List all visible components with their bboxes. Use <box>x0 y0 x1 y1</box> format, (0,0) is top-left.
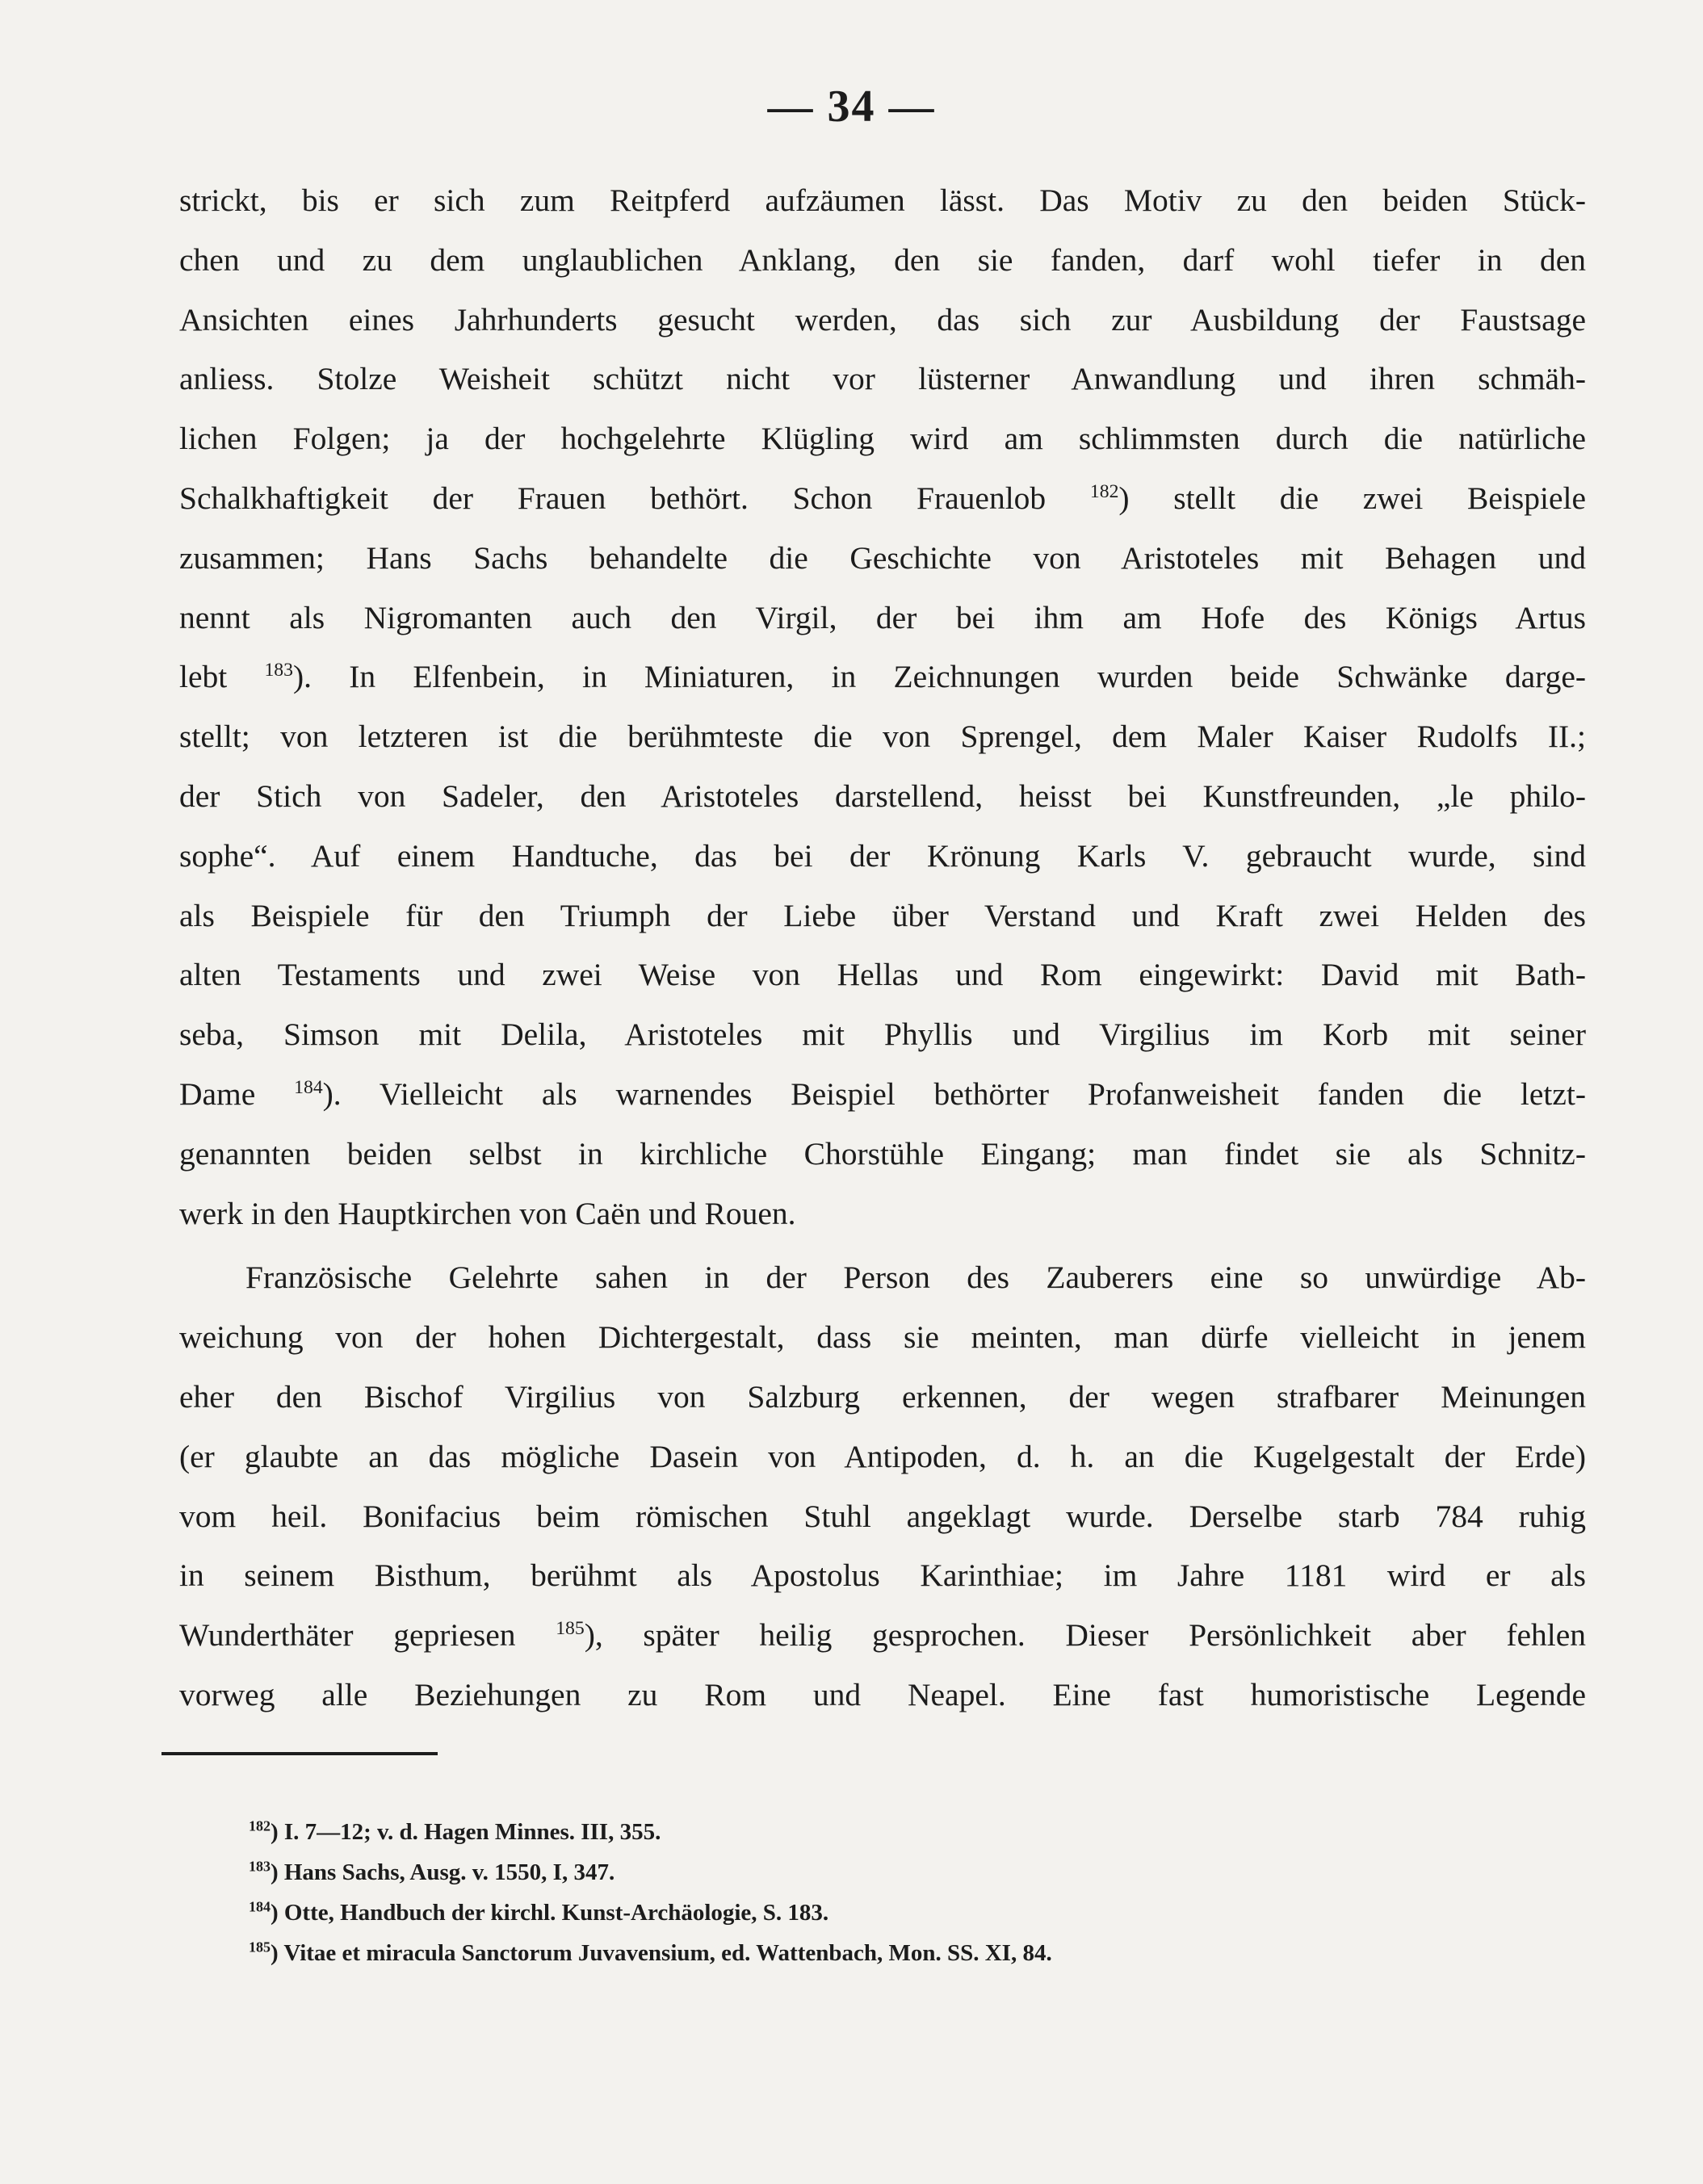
text-segment: ). Vielleicht als warnendes Beispiel bethörter Profanweisheit fanden die letzt- <box>322 1075 1587 1112</box>
text-line: als Beispiele für den Triumph der Liebe über Verstand und Kraft zwei Helden des <box>179 897 1586 933</box>
body-text <box>179 171 1586 1725</box>
footnote-reference: 182 <box>1089 480 1119 502</box>
footnote <box>249 1812 1460 1852</box>
text-line: alten Testaments und zwei Weise von Hellas und Rom eingewirkt: David mit Bath- <box>179 957 1586 993</box>
text-segment: lebt <box>179 659 228 695</box>
footnote-number: 182 <box>249 1817 271 1834</box>
text-line: der Stich von Sadeler, den Aristoteles darstellend, heisst bei Kunstfreunden, „le philo- <box>179 778 1586 814</box>
text-line: (er glaubte an das mögliche Dasein von Antipoden, d. h. an die Kugelgestalt der Erde) <box>179 1438 1586 1474</box>
text-segment: ), später heilig gesprochen. Dieser Persönlichkeit aber fehlen <box>584 1617 1587 1654</box>
footnote-text: ) Otte, Handbuch der kirchl. Kunst-Archäologie, S. 183. <box>270 1900 829 1926</box>
footnote-reference: 183 <box>264 660 293 681</box>
text-line: chen und zu dem unglaublichen Anklang, den sie fanden, darf wohl tiefer in den <box>179 241 1586 278</box>
text-line: vorweg alle Beziehungen zu Rom und Neapel. Eine fast humoristische Legende <box>179 1676 1586 1712</box>
footnote-reference: 185 <box>556 1617 585 1639</box>
text-line: Französische Gelehrte sahen in der Person des Zauberers eine so unwürdige Ab- <box>245 1260 1586 1296</box>
footnotes <box>249 1812 1460 1973</box>
text-segment: Wunderthäter gepriesen <box>179 1617 516 1654</box>
text-line: weichung von der hohen Dichtergestalt, dass sie meinten, man dürfe vielleicht in jenem <box>179 1319 1586 1356</box>
footnote-number: 185 <box>249 1939 271 1956</box>
page-number: — 34 — <box>767 82 936 132</box>
footnote-text: ) Vitae et miracula Sanctorum Juvavensium, ed. Wattenbach, Mon. SS. XI, 84. <box>270 1940 1052 1966</box>
text-line: anliess. Stolze Weisheit schützt nicht vor lüsterner Anwandlung und ihren schmäh- <box>179 361 1586 397</box>
text-line: seba, Simson mit Delila, Aristoteles mit Phyllis und Virgilius im Korb mit seiner <box>179 1017 1586 1053</box>
text-segment: Schalkhaftigkeit der Frauen bethört. Schon Frauenlob <box>179 480 1047 516</box>
text-line: in seinem Bisthum, berühmt als Apostolus Karinthiae; im Jahre 1181 wird er als <box>179 1557 1586 1594</box>
text-line: eher den Bischof Virgilius von Salzburg erkennen, der wegen strafbarer Meinungen <box>179 1378 1586 1415</box>
text-line <box>179 469 1586 529</box>
footnote <box>249 1893 1460 1933</box>
text-line: lichen Folgen; ja der hochgelehrte Klügling wird am schlimmsten durch die natürliche <box>179 421 1586 457</box>
text-line: werk in den Hauptkirchen von Caën und Rouen. <box>179 1195 796 1231</box>
footnote-divider <box>161 1752 438 1755</box>
text-line: Ansichten eines Jahrhunderts gesucht werden, das sich zur Ausbildung der Faustsage <box>179 301 1586 337</box>
text-line: nennt als Nigromanten auch den Virgil, der bei ihm am Hofe des Königs Artus <box>179 599 1586 635</box>
footnote-text: ) I. 7—12; v. d. Hagen Minnes. III, 355. <box>270 1819 661 1845</box>
text-line: stellt; von letzteren ist die berühmteste die von Sprengel, dem Maler Kaiser Rudolfs II.; <box>179 719 1586 755</box>
text-segment: ). In Elfenbein, in Miniaturen, in Zeichnungen wurden beide Schwänke darge- <box>292 659 1586 695</box>
text-line <box>179 1065 1586 1125</box>
text-line: strickt, bis er sich zum Reitpferd aufzäumen lässt. Das Motiv zu den beiden Stück- <box>179 182 1586 218</box>
footnote-text: ) Hans Sachs, Ausg. v. 1550, I, 347. <box>270 1859 615 1885</box>
text-line <box>179 1606 1586 1666</box>
footnote-reference: 184 <box>294 1076 323 1098</box>
text-line: vom heil. Bonifacius beim römischen Stuhl angeklagt wurde. Derselbe starb 784 ruhig <box>179 1498 1586 1534</box>
text-line: zusammen; Hans Sachs behandelte die Geschichte von Aristoteles mit Behagen und <box>179 539 1586 576</box>
text-line: sophe“. Auf einem Handtuche, das bei der Krönung Karls V. gebraucht wurde, sind <box>179 837 1586 874</box>
footnote <box>249 1852 1460 1893</box>
footnote-number: 183 <box>249 1858 271 1875</box>
footnote-number: 184 <box>249 1898 271 1915</box>
footnote <box>249 1933 1460 1973</box>
text-segment: Dame <box>179 1075 256 1112</box>
text-line <box>179 648 1586 707</box>
text-line: genannten beiden selbst in kirchliche Chorstühle Eingang; man findet sie als Schnitz- <box>179 1135 1586 1172</box>
text-segment: ) stellt die zwei Beispiele <box>1118 480 1586 516</box>
